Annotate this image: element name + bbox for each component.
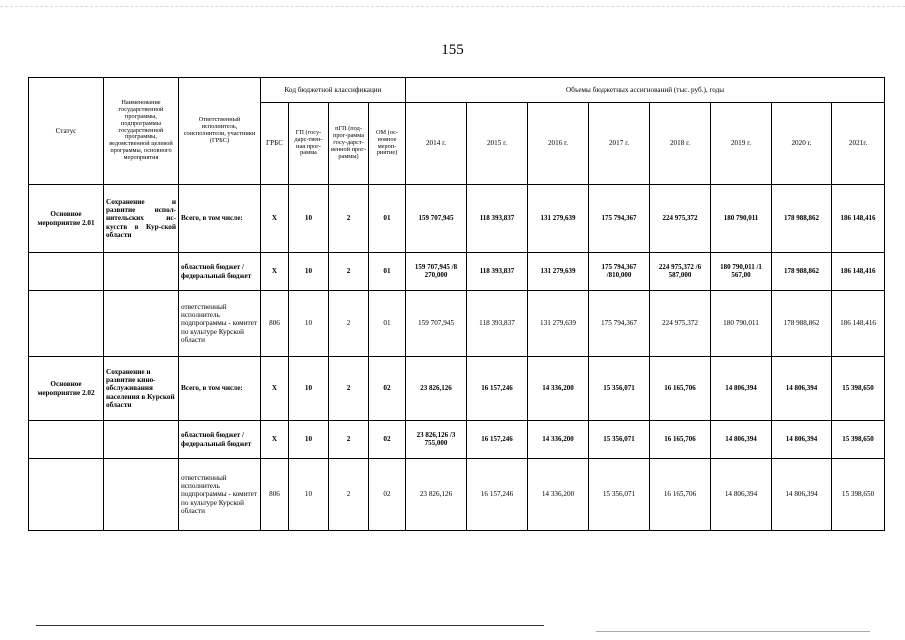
row-value: 131 279,639 xyxy=(528,185,589,253)
row-value: 16 157,246 xyxy=(467,459,528,531)
row-value: 118 393,837 xyxy=(467,253,528,291)
row-value: 16 157,246 xyxy=(467,357,528,421)
row-value: 131 279,639 xyxy=(528,253,589,291)
row-value: 14 806,394 xyxy=(772,357,832,421)
bottom-rule xyxy=(36,625,544,626)
header-year: 2021г. xyxy=(832,103,885,185)
row-value: 23 826,126 /3 755,000 xyxy=(406,421,467,459)
row-responsible: ответственный исполнитель подпрограммы - комитет по культуре Курской области xyxy=(179,291,261,357)
row-grbs: Х xyxy=(261,253,289,291)
table-row xyxy=(29,291,885,357)
row-grbs: Х xyxy=(261,357,289,421)
row-value: 14 336,200 xyxy=(528,459,589,531)
row-value: 16 165,706 xyxy=(650,421,711,459)
header-row-top xyxy=(29,78,885,103)
header-year: 2016 г. xyxy=(528,103,589,185)
bottom-scan-edge xyxy=(596,631,870,632)
row-value: 15 398,650 xyxy=(832,459,885,531)
header-grbs: ГРБС xyxy=(261,103,289,185)
header-year: 2017 г. xyxy=(589,103,650,185)
row-om: 01 xyxy=(369,253,406,291)
table-row xyxy=(29,253,885,291)
row-name xyxy=(104,291,179,357)
row-pgp: 2 xyxy=(329,291,369,357)
row-responsible: ответственный исполнитель подпрограммы - комитет по культуре Курской области xyxy=(179,459,261,531)
header-responsible: Ответственный исполнитель, соисполнители, участники (ГРБС) xyxy=(179,78,261,185)
row-pgp: 2 xyxy=(329,185,369,253)
budget-table xyxy=(28,77,885,531)
row-value: 15 398,650 xyxy=(832,421,885,459)
row-name xyxy=(104,253,179,291)
row-om: 01 xyxy=(369,291,406,357)
row-name: Сохранение и развитие испол-нительских ис-кусств в Кур-ской области xyxy=(104,185,179,253)
top-scan-edge xyxy=(0,0,905,7)
row-value: 159 707,945 xyxy=(406,185,467,253)
row-value: 118 393,837 xyxy=(467,185,528,253)
header-pgp: пГП (под-прог-рамма госу-дарст-венной прог-раммы) xyxy=(329,103,369,185)
row-status xyxy=(29,253,104,291)
row-value: 178 988,862 xyxy=(772,253,832,291)
row-status: Основное мероприятие 2.02 xyxy=(29,357,104,421)
row-pgp: 2 xyxy=(329,421,369,459)
header-year: 2014 г. xyxy=(406,103,467,185)
row-value: 175 794,367 xyxy=(589,291,650,357)
row-value: 15 356,071 xyxy=(589,421,650,459)
row-pgp: 2 xyxy=(329,459,369,531)
row-value: 224 975,372 /6 587,000 xyxy=(650,253,711,291)
table-row xyxy=(29,185,885,253)
row-gp: 10 xyxy=(289,291,329,357)
header-gp: ГП (госу-дарс-твен-ная прог-рамма xyxy=(289,103,329,185)
row-value: 15 398,650 xyxy=(832,357,885,421)
row-om: 02 xyxy=(369,421,406,459)
row-value: 16 165,706 xyxy=(650,459,711,531)
table-row xyxy=(29,459,885,531)
table-row xyxy=(29,421,885,459)
table-row xyxy=(29,357,885,421)
header-year: 2018 г. xyxy=(650,103,711,185)
header-year: 2020 г. xyxy=(772,103,832,185)
row-value: 14 806,394 xyxy=(711,421,772,459)
row-gp: 10 xyxy=(289,253,329,291)
row-value: 23 826,126 xyxy=(406,357,467,421)
row-value: 16 157,246 xyxy=(467,421,528,459)
row-value: 15 356,071 xyxy=(589,357,650,421)
row-grbs: 806 xyxy=(261,291,289,357)
row-value: 14 336,200 xyxy=(528,421,589,459)
row-value: 131 279,639 xyxy=(528,291,589,357)
header-year: 2019 г. xyxy=(711,103,772,185)
row-value: 180 790,011 xyxy=(711,291,772,357)
row-om: 02 xyxy=(369,459,406,531)
row-value: 14 806,394 xyxy=(711,459,772,531)
row-grbs: 806 xyxy=(261,459,289,531)
header-om: ОМ (ос-новное мероп-риятие) xyxy=(369,103,406,185)
row-value: 118 393,837 xyxy=(467,291,528,357)
row-gp: 10 xyxy=(289,459,329,531)
row-status xyxy=(29,459,104,531)
header-volume-group: Объемы бюджетных ассигнований (тыс. руб.), годы xyxy=(406,78,885,103)
row-gp: 10 xyxy=(289,421,329,459)
row-value: 14 806,394 xyxy=(772,421,832,459)
row-value: 186 148,416 xyxy=(832,185,885,253)
row-value: 175 794,367 /810,000 xyxy=(589,253,650,291)
header-code-group: Код бюджетной классификации xyxy=(261,78,406,103)
header-name: Наименование государственной программы, подпрограммы государственной программы, ведомственной целевой программы, основного мероприятия xyxy=(104,78,179,185)
row-status: Основное мероприятие 2.01 xyxy=(29,185,104,253)
row-responsible: Всего, в том числе: xyxy=(179,357,261,421)
row-value: 186 148,416 xyxy=(832,291,885,357)
row-value: 186 148,416 xyxy=(832,253,885,291)
row-value: 23 826,126 xyxy=(406,459,467,531)
row-value: 224 975,372 xyxy=(650,291,711,357)
row-value: 224 975,372 xyxy=(650,185,711,253)
header-year: 2015 г. xyxy=(467,103,528,185)
row-pgp: 2 xyxy=(329,357,369,421)
row-value: 14 806,394 xyxy=(772,459,832,531)
row-gp: 10 xyxy=(289,185,329,253)
row-value: 14 336,200 xyxy=(528,357,589,421)
row-responsible: областной бюджет /федеральный бюджет xyxy=(179,421,261,459)
row-name xyxy=(104,459,179,531)
row-value: 16 165,706 xyxy=(650,357,711,421)
row-name xyxy=(104,421,179,459)
row-gp: 10 xyxy=(289,357,329,421)
row-pgp: 2 xyxy=(329,253,369,291)
row-value: 159 707,945 xyxy=(406,291,467,357)
row-value: 175 794,367 xyxy=(589,185,650,253)
row-responsible: областной бюджет /федеральный бюджет xyxy=(179,253,261,291)
row-value: 178 988,862 xyxy=(772,185,832,253)
row-value: 180 790,011 xyxy=(711,185,772,253)
row-grbs: Х xyxy=(261,185,289,253)
row-name: Сохранение и развитие кино-обслуживания населения в Курской области xyxy=(104,357,179,421)
page-number: 155 xyxy=(441,42,464,58)
row-grbs: Х xyxy=(261,421,289,459)
row-status xyxy=(29,291,104,357)
row-value: 15 356,071 xyxy=(589,459,650,531)
header-status: Статус xyxy=(29,78,104,185)
row-value: 14 806,394 xyxy=(711,357,772,421)
row-om: 01 xyxy=(369,185,406,253)
row-value: 159 707,945 /8 270,000 xyxy=(406,253,467,291)
row-value: 180 790,011 /1 567,00 xyxy=(711,253,772,291)
row-responsible: Всего, в том числе: xyxy=(179,185,261,253)
row-value: 178 988,862 xyxy=(772,291,832,357)
row-status xyxy=(29,421,104,459)
row-om: 02 xyxy=(369,357,406,421)
